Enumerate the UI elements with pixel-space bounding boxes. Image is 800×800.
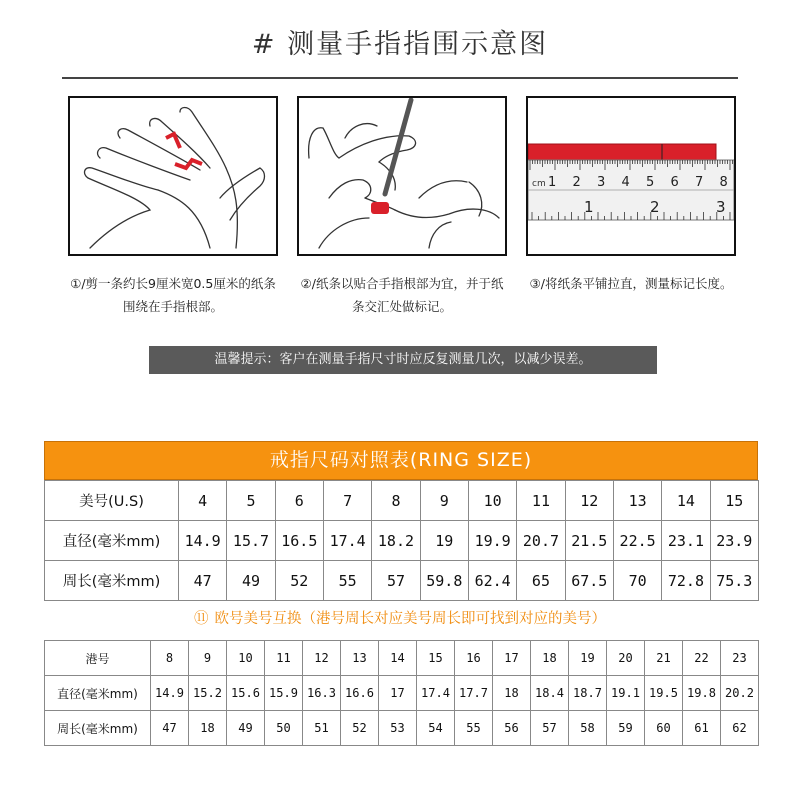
ruler-number: 1 [548,175,557,190]
table-cell: 62 [721,711,759,746]
table-cell: 60 [645,711,683,746]
table-cell: 47 [151,711,189,746]
step2-illustration [297,96,507,256]
table-cell: 21 [645,641,683,676]
table-cell: 65 [517,561,565,601]
table-cell: 19.8 [683,676,721,711]
table-cell: 61 [683,711,721,746]
table-cell: 70 [613,561,661,601]
table-cell: 15 [417,641,455,676]
table-cell: 17 [493,641,531,676]
page-title: # 测量手指指围示意图 [251,29,549,60]
ruler-unit-label: cm [532,179,546,189]
row-label: 美号(U.S) [45,481,179,521]
ruler-drawing [528,98,734,254]
ruler-number: 4 [621,175,630,190]
step1-illustration [68,96,278,256]
step3-illustration [526,96,736,256]
table-cell: 57 [372,561,420,601]
table-cell: 20.7 [517,521,565,561]
table-cell: 21.5 [565,521,613,561]
table-cell: 12 [565,481,613,521]
title-divider [62,77,738,79]
table-cell: 17.7 [455,676,493,711]
table-cell: 7 [323,481,371,521]
table-cell: 18.7 [569,676,607,711]
table-cell: 20.2 [721,676,759,711]
row-label: 港号 [45,641,151,676]
circled-number-icon: ⑪ [194,611,209,627]
table-cell: 56 [493,711,531,746]
table-cell: 52 [341,711,379,746]
step2-text: ②/纸条以贴合手指根部为宜，并于纸条交汇处做标记。 [300,276,504,314]
table-cell: 17.4 [417,676,455,711]
table-cell: 55 [455,711,493,746]
table-cell: 15.9 [265,676,303,711]
table-cell: 16.3 [303,676,341,711]
row-label: 直径(毫米mm) [45,521,179,561]
table-cell: 8 [151,641,189,676]
table-cell: 54 [417,711,455,746]
ring-table-row [45,521,759,561]
ring-table-row [45,561,759,601]
table-cell: 75.3 [710,561,758,601]
table-cell: 62.4 [468,561,516,601]
ring-size-table [44,441,758,601]
table-cell: 49 [227,561,275,601]
ruler-number: 8 [719,175,728,190]
table-cell: 19 [569,641,607,676]
table-cell: 13 [341,641,379,676]
table-cell: 8 [372,481,420,521]
table-cell: 6 [275,481,323,521]
table-cell: 22.5 [613,521,661,561]
table-cell: 11 [265,641,303,676]
table-cell: 18.4 [531,676,569,711]
hk-table-row [45,711,759,746]
table-cell: 15.2 [189,676,227,711]
table-cell: 15.7 [227,521,275,561]
table-cell: 23.9 [710,521,758,561]
ruler-number: 7 [695,175,704,190]
table-cell: 59 [607,711,645,746]
table-cell: 52 [275,561,323,601]
ruler-number: 1 [584,198,594,216]
ruler-number: 6 [670,175,679,190]
table-cell: 14.9 [151,676,189,711]
table-cell: 12 [303,641,341,676]
table-cell: 10 [227,641,265,676]
table-cell: 47 [179,561,227,601]
row-label: 直径(毫米mm) [45,676,151,711]
ring-table-row [45,481,759,521]
table-cell: 19 [420,521,468,561]
table-cell: 16 [455,641,493,676]
hk-size-table [44,640,759,746]
hands-pen-drawing [299,98,505,254]
hand-strip-drawing [70,98,276,254]
table-cell: 19.1 [607,676,645,711]
table-cell: 20 [607,641,645,676]
hk-table-row [45,641,759,676]
table-cell: 17 [379,676,417,711]
table-cell: 14 [379,641,417,676]
conversion-subtitle-text: 欧号美号互换（港号周长对应美号周长即可找到对应的美号） [214,611,606,627]
ruler-number: 2 [650,198,660,216]
row-label: 周长(毫米mm) [45,561,179,601]
table-cell: 18.2 [372,521,420,561]
step3-text: ③/将纸条平铺拉直，测量标记长度。 [529,276,733,291]
ruler-number: 3 [597,175,606,190]
table-cell: 14 [662,481,710,521]
table-cell: 49 [227,711,265,746]
table-cell: 23 [721,641,759,676]
table-cell: 59.8 [420,561,468,601]
table-cell: 53 [379,711,417,746]
table-cell: 18 [189,711,227,746]
table-cell: 18 [493,676,531,711]
table-cell: 22 [683,641,721,676]
table-cell: 18 [531,641,569,676]
tip-banner: 温馨提示：客户在测量手指尺寸时应反复测量几次，以减少误差。 [149,346,657,374]
table-cell: 72.8 [662,561,710,601]
conversion-subtitle [0,607,800,628]
table-cell: 23.1 [662,521,710,561]
table-cell: 50 [265,711,303,746]
hk-table-row [45,676,759,711]
table-cell: 13 [613,481,661,521]
table-cell: 11 [517,481,565,521]
table-cell: 14.9 [179,521,227,561]
table-cell: 17.4 [323,521,371,561]
table-cell: 9 [420,481,468,521]
table-cell: 51 [303,711,341,746]
paper-strip [528,144,716,160]
ruler-number: 5 [646,175,655,190]
row-label: 周长(毫米mm) [45,711,151,746]
table-cell: 55 [323,561,371,601]
table-cell: 15.6 [227,676,265,711]
table-cell: 57 [531,711,569,746]
table-cell: 19.5 [645,676,683,711]
ruler-number: 3 [716,198,726,216]
table-cell: 5 [227,481,275,521]
table-cell: 58 [569,711,607,746]
table-cell: 15 [710,481,758,521]
table-cell: 16.5 [275,521,323,561]
table-cell: 16.6 [341,676,379,711]
step1-text: ①/剪一条约长9厘米宽0.5厘米的纸条围绕在手指根部。 [70,276,276,314]
table-cell: 9 [189,641,227,676]
table-cell: 10 [468,481,516,521]
ring-table-title: 戒指尺码对照表(RING SIZE) [44,441,758,480]
table-cell: 4 [179,481,227,521]
table-cell: 67.5 [565,561,613,601]
table-cell: 19.9 [468,521,516,561]
ruler-number: 2 [572,175,581,190]
